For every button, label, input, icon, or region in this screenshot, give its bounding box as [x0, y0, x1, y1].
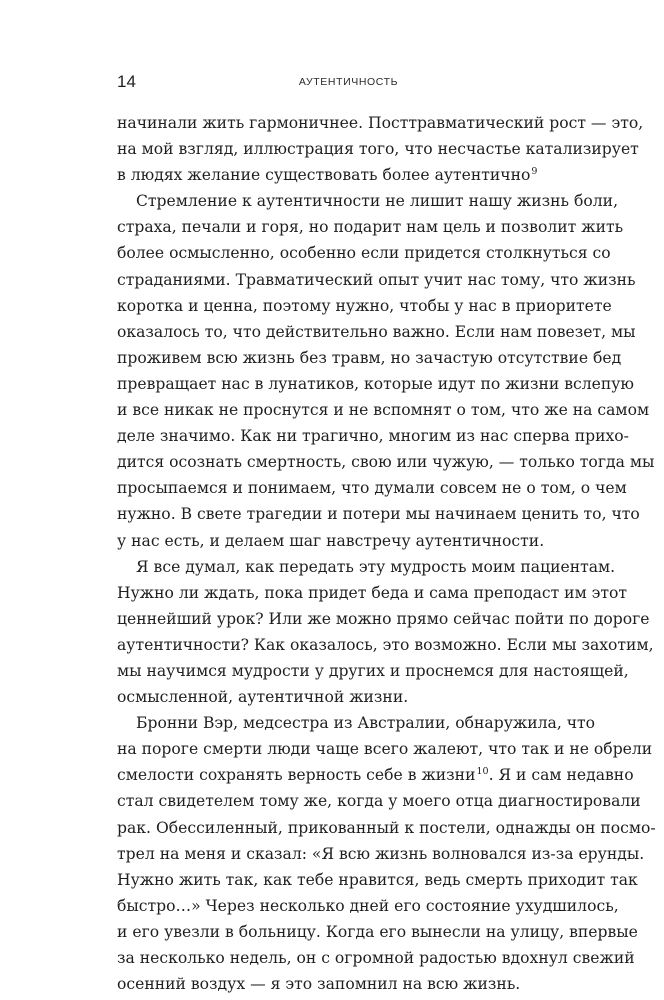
text-line	[117, 319, 636, 345]
line-text: стал свидетелем тому же, когда у моего отца диагностировали	[117, 792, 641, 811]
line-text: превращает нас в лунатиков, которые идут по жизни вслепую	[117, 374, 634, 393]
text-line	[117, 893, 619, 919]
line-text: смелости сохранять верность себе в жизни	[117, 766, 476, 785]
text-line	[117, 684, 580, 710]
line-text: дится осознать смертность, свою или чужую, — только тогда мы	[117, 453, 655, 472]
line-text: и все никак не проснутся и не вспомнят о том, что же на самом	[117, 401, 650, 420]
line-text: страданиями. Травматический опыт учит нас тому, что жизнь	[117, 270, 636, 289]
line-text: мы научимся мудрости у других и проснемся для настоящей,	[117, 661, 629, 680]
line-text: быстро…» Через несколько дней его состояние ухудшилось,	[117, 896, 619, 915]
text-line	[117, 841, 645, 867]
line-text: более осмысленно, особенно если придется столкнуться со	[117, 244, 611, 263]
text-line	[117, 423, 629, 449]
text-line	[117, 501, 640, 527]
footnote-marker[interactable]: 9	[531, 166, 538, 177]
line-text: осенний воздух — я это запомнил на всю жизнь.	[117, 975, 521, 994]
text-line	[117, 658, 629, 684]
text-line	[117, 606, 650, 632]
text-line	[117, 449, 655, 475]
line-text: оказалось то, что действительно важно. Если нам повезет, мы	[117, 322, 636, 341]
running-title: АУТЕНТИЧНОСТЬ	[298, 76, 399, 88]
text-line	[117, 397, 650, 423]
line-text: страха, печали и горя, но подарит нам цель и позволит жить	[117, 218, 624, 237]
line-text: у нас есть, и делаем шаг навстречу аутентичности.	[117, 531, 545, 550]
line-text: Нужно ли ждать, пока придет беда и сама преподаст им этот	[117, 583, 628, 602]
text-line	[117, 162, 580, 188]
text-line	[117, 788, 641, 814]
line-text: нужно. В свете трагедии и потери мы начинаем ценить то, что	[117, 505, 640, 524]
line-text: трел на меня и сказал: «Я всю жизнь волновался из-за ерунды.	[117, 844, 645, 863]
text-line	[117, 293, 612, 319]
text-line	[117, 736, 653, 762]
line-text: в людях желание существовать более аутентично	[117, 166, 531, 185]
paragraph	[117, 188, 655, 553]
text-line	[117, 475, 627, 501]
paragraph	[117, 554, 654, 711]
text-line	[117, 632, 654, 658]
line-text: Стремление к аутентичности не лишит нашу жизнь боли,	[136, 192, 619, 211]
line-text: начинали жить гармоничнее. Посттравматический рост — это,	[117, 114, 644, 132]
line-text: аутентичности? Как оказалось, это возможно. Если мы захотим,	[117, 635, 654, 654]
line-text: на пороге смерти люди чаще всего жалеют, что так и не обрели	[117, 740, 653, 759]
line-text: на мой взгляд, иллюстрация того, что несчастье катализирует	[117, 140, 639, 159]
body-text	[117, 110, 656, 997]
text-line	[117, 528, 580, 554]
running-header	[117, 72, 580, 92]
paragraph	[117, 710, 656, 997]
line-text: Нужно жить так, как тебе нравится, ведь смерть приходит так	[117, 870, 638, 889]
line-text: ценнейший урок? Или же можно прямо сейчас пойти по дороге	[117, 609, 650, 628]
footnote-marker[interactable]: 10	[476, 766, 489, 778]
text-line	[117, 345, 622, 371]
line-text: и его увезли в больницу. Когда его вынесли на улицу, впервые	[117, 922, 638, 941]
text-line	[117, 762, 634, 788]
line-text: рак. Обессиленный, прикованный к постели, однажды он посмо-	[117, 818, 656, 837]
text-line	[117, 188, 619, 214]
line-text: просыпаемся и понимаем, что думали совсем не о том, о чем	[117, 479, 627, 498]
text-line	[117, 971, 580, 997]
text-line	[117, 945, 635, 971]
text-line	[117, 919, 638, 945]
text-line	[117, 214, 624, 240]
line-text: коротка и ценна, поэтому нужно, чтобы у нас в приоритете	[117, 296, 612, 315]
page-number: 14	[117, 72, 136, 91]
line-text: Бронни Вэр, медсестра из Австралии, обнаружила, что	[136, 714, 596, 733]
text-line	[117, 554, 616, 580]
line-text: Я все думал, как передать эту мудрость моим пациентам.	[136, 557, 616, 576]
text-line	[117, 710, 596, 736]
text-line	[117, 267, 636, 293]
line-text-continued: . Я и сам недавно	[488, 766, 634, 785]
text-line	[117, 815, 656, 841]
text-line	[117, 240, 611, 266]
line-text: осмысленной, аутентичной жизни.	[117, 688, 409, 707]
text-line	[117, 580, 628, 606]
text-line	[117, 371, 634, 397]
paragraph	[117, 110, 644, 188]
line-text: за несколько недель, он с огромной радостью вдохнул свежий	[117, 949, 635, 967]
line-text: проживем всю жизнь без травм, но зачастую отсутствие бед	[117, 348, 622, 367]
text-line	[117, 110, 644, 136]
text-line	[117, 867, 638, 893]
text-line	[117, 136, 639, 162]
line-text: деле значимо. Как ни трагично, многим из нас сперва прихо-	[117, 427, 629, 446]
